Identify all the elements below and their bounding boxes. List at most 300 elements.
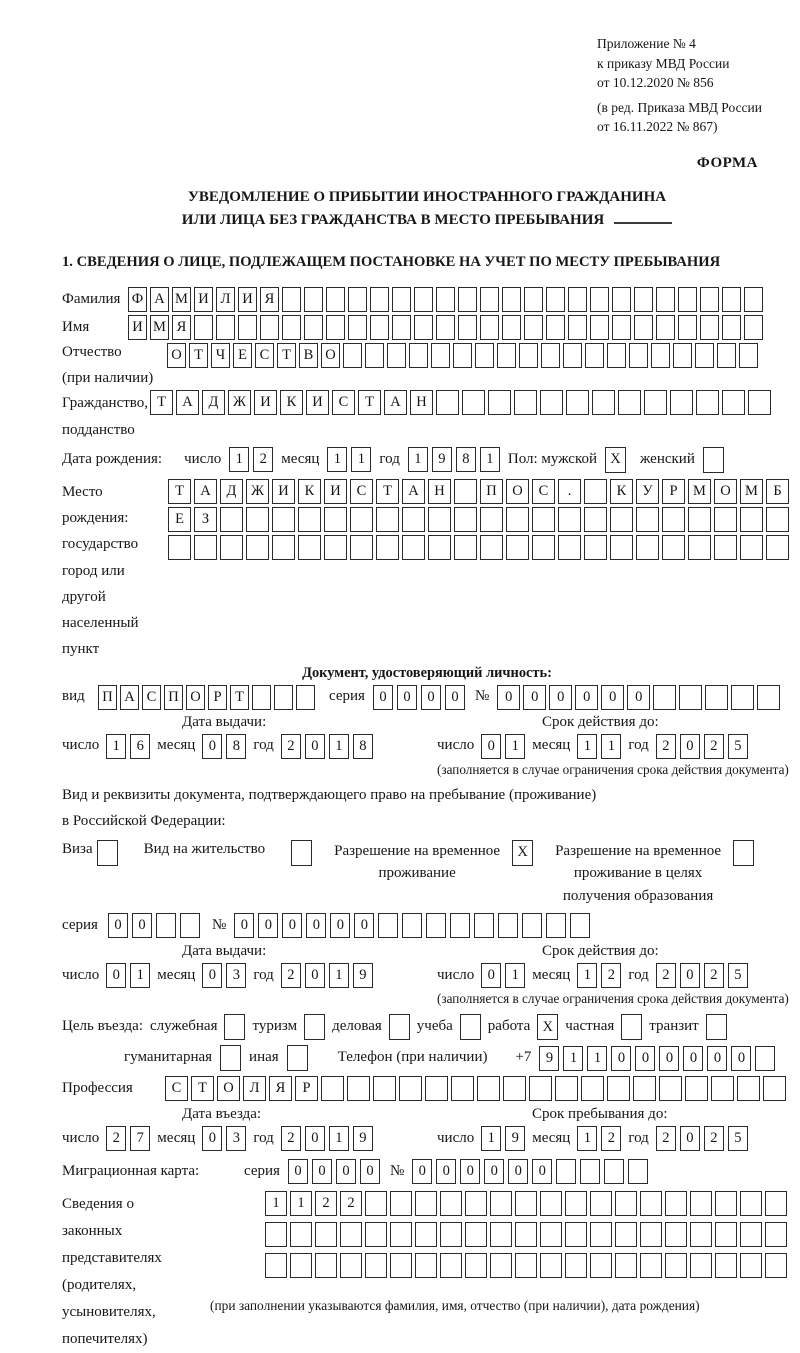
- char-cell[interactable]: [607, 343, 626, 368]
- char-cell[interactable]: 1: [130, 963, 150, 988]
- char-cell[interactable]: 0: [132, 913, 152, 938]
- char-cell[interactable]: К: [610, 479, 633, 504]
- char-cell[interactable]: [585, 343, 604, 368]
- char-cell[interactable]: [415, 1191, 437, 1216]
- char-cell[interactable]: [324, 507, 347, 532]
- char-cell[interactable]: [590, 287, 609, 312]
- char-cell[interactable]: 1: [577, 734, 597, 759]
- char-cell[interactable]: 9: [353, 1126, 373, 1151]
- char-cell[interactable]: [763, 1076, 786, 1101]
- char-cell[interactable]: [274, 685, 293, 710]
- char-cell[interactable]: [607, 1076, 630, 1101]
- char-cell[interactable]: [298, 535, 321, 560]
- char-cell[interactable]: [458, 287, 477, 312]
- char-cell[interactable]: [304, 287, 323, 312]
- char-cell[interactable]: С: [165, 1076, 188, 1101]
- char-cell[interactable]: [490, 1253, 512, 1278]
- char-cell[interactable]: [540, 390, 563, 415]
- purpose-study-checkbox[interactable]: [460, 1014, 481, 1040]
- purpose-private-checkbox[interactable]: [621, 1014, 642, 1040]
- char-cell[interactable]: 0: [306, 913, 326, 938]
- char-cell[interactable]: [739, 343, 758, 368]
- char-cell[interactable]: [440, 1222, 462, 1247]
- char-cell[interactable]: [462, 390, 485, 415]
- char-cell[interactable]: [415, 1222, 437, 1247]
- char-cell[interactable]: [653, 685, 676, 710]
- char-cell[interactable]: С: [255, 343, 274, 368]
- char-cell[interactable]: [428, 535, 451, 560]
- char-cell[interactable]: [436, 315, 455, 340]
- char-cell[interactable]: 1: [327, 447, 347, 472]
- char-cell[interactable]: [304, 315, 323, 340]
- char-cell[interactable]: [477, 1076, 500, 1101]
- char-cell[interactable]: 0: [312, 1159, 332, 1184]
- char-cell[interactable]: [440, 1253, 462, 1278]
- char-cell[interactable]: [415, 1253, 437, 1278]
- temp-residence-checkbox[interactable]: X: [512, 840, 533, 866]
- char-cell[interactable]: [365, 1222, 387, 1247]
- char-cell[interactable]: 2: [281, 963, 301, 988]
- char-cell[interactable]: П: [164, 685, 183, 710]
- char-cell[interactable]: [498, 913, 518, 938]
- char-cell[interactable]: С: [142, 685, 161, 710]
- char-cell[interactable]: 1: [505, 963, 525, 988]
- char-cell[interactable]: [540, 1191, 562, 1216]
- char-cell[interactable]: 0: [108, 913, 128, 938]
- char-cell[interactable]: 0: [234, 913, 254, 938]
- char-cell[interactable]: [673, 343, 692, 368]
- char-cell[interactable]: [731, 685, 754, 710]
- char-cell[interactable]: [715, 1253, 737, 1278]
- char-cell[interactable]: [532, 535, 555, 560]
- char-cell[interactable]: [315, 1222, 337, 1247]
- char-cell[interactable]: 0: [305, 1126, 325, 1151]
- char-cell[interactable]: Р: [662, 479, 685, 504]
- char-cell[interactable]: И: [306, 390, 329, 415]
- char-cell[interactable]: 0: [683, 1046, 703, 1071]
- char-cell[interactable]: [340, 1253, 362, 1278]
- char-cell[interactable]: [665, 1253, 687, 1278]
- char-cell[interactable]: М: [688, 479, 711, 504]
- char-cell[interactable]: 0: [460, 1159, 480, 1184]
- char-cell[interactable]: [566, 390, 589, 415]
- char-cell[interactable]: [324, 535, 347, 560]
- char-cell[interactable]: [220, 507, 243, 532]
- char-cell[interactable]: [480, 535, 503, 560]
- char-cell[interactable]: [722, 315, 741, 340]
- char-cell[interactable]: 1: [290, 1191, 312, 1216]
- char-cell[interactable]: [722, 390, 745, 415]
- char-cell[interactable]: [370, 315, 389, 340]
- char-cell[interactable]: [665, 1191, 687, 1216]
- char-cell[interactable]: [480, 315, 499, 340]
- char-cell[interactable]: [565, 1253, 587, 1278]
- char-cell[interactable]: [568, 287, 587, 312]
- char-cell[interactable]: [568, 315, 587, 340]
- char-cell[interactable]: Ч: [211, 343, 230, 368]
- char-cell[interactable]: [563, 343, 582, 368]
- char-cell[interactable]: О: [186, 685, 205, 710]
- char-cell[interactable]: Т: [358, 390, 381, 415]
- char-cell[interactable]: Т: [168, 479, 191, 504]
- char-cell[interactable]: [376, 507, 399, 532]
- char-cell[interactable]: 2: [106, 1126, 126, 1151]
- char-cell[interactable]: 0: [202, 734, 222, 759]
- char-cell[interactable]: [440, 1191, 462, 1216]
- char-cell[interactable]: [282, 287, 301, 312]
- char-cell[interactable]: О: [321, 343, 340, 368]
- char-cell[interactable]: 1: [329, 734, 349, 759]
- char-cell[interactable]: [350, 535, 373, 560]
- char-cell[interactable]: [390, 1191, 412, 1216]
- char-cell[interactable]: Р: [208, 685, 227, 710]
- char-cell[interactable]: [540, 1253, 562, 1278]
- char-cell[interactable]: И: [254, 390, 277, 415]
- char-cell[interactable]: [678, 287, 697, 312]
- char-cell[interactable]: [343, 343, 362, 368]
- char-cell[interactable]: [744, 315, 763, 340]
- char-cell[interactable]: 6: [130, 734, 150, 759]
- char-cell[interactable]: А: [120, 685, 139, 710]
- char-cell[interactable]: [532, 507, 555, 532]
- char-cell[interactable]: [431, 343, 450, 368]
- char-cell[interactable]: А: [402, 479, 425, 504]
- char-cell[interactable]: 1: [601, 734, 621, 759]
- char-cell[interactable]: [488, 390, 511, 415]
- char-cell[interactable]: [644, 390, 667, 415]
- char-cell[interactable]: [378, 913, 398, 938]
- char-cell[interactable]: [714, 507, 737, 532]
- char-cell[interactable]: 2: [704, 1126, 724, 1151]
- char-cell[interactable]: С: [532, 479, 555, 504]
- char-cell[interactable]: [665, 1222, 687, 1247]
- char-cell[interactable]: [590, 1191, 612, 1216]
- char-cell[interactable]: 2: [315, 1191, 337, 1216]
- char-cell[interactable]: [584, 479, 607, 504]
- char-cell[interactable]: И: [324, 479, 347, 504]
- char-cell[interactable]: 2: [281, 734, 301, 759]
- char-cell[interactable]: 5: [728, 1126, 748, 1151]
- char-cell[interactable]: [555, 1076, 578, 1101]
- char-cell[interactable]: [497, 343, 516, 368]
- char-cell[interactable]: 2: [253, 447, 273, 472]
- char-cell[interactable]: [688, 535, 711, 560]
- char-cell[interactable]: .: [558, 479, 581, 504]
- char-cell[interactable]: [180, 913, 200, 938]
- char-cell[interactable]: [465, 1191, 487, 1216]
- char-cell[interactable]: [690, 1222, 712, 1247]
- char-cell[interactable]: 0: [360, 1159, 380, 1184]
- char-cell[interactable]: [737, 1076, 760, 1101]
- char-cell[interactable]: [350, 507, 373, 532]
- char-cell[interactable]: [373, 1076, 396, 1101]
- char-cell[interactable]: [238, 315, 257, 340]
- char-cell[interactable]: 0: [373, 685, 393, 710]
- char-cell[interactable]: И: [238, 287, 257, 312]
- char-cell[interactable]: [194, 535, 217, 560]
- char-cell[interactable]: П: [98, 685, 117, 710]
- char-cell[interactable]: 9: [539, 1046, 559, 1071]
- char-cell[interactable]: [454, 479, 477, 504]
- char-cell[interactable]: [640, 1253, 662, 1278]
- char-cell[interactable]: [546, 287, 565, 312]
- char-cell[interactable]: 9: [353, 963, 373, 988]
- char-cell[interactable]: [633, 1076, 656, 1101]
- char-cell[interactable]: [326, 315, 345, 340]
- char-cell[interactable]: [529, 1076, 552, 1101]
- char-cell[interactable]: [454, 507, 477, 532]
- char-cell[interactable]: [252, 685, 271, 710]
- char-cell[interactable]: Т: [376, 479, 399, 504]
- char-cell[interactable]: 0: [288, 1159, 308, 1184]
- char-cell[interactable]: 0: [532, 1159, 552, 1184]
- char-cell[interactable]: [615, 1191, 637, 1216]
- char-cell[interactable]: [290, 1253, 312, 1278]
- purpose-work-checkbox[interactable]: X: [537, 1014, 558, 1040]
- char-cell[interactable]: [757, 685, 780, 710]
- char-cell[interactable]: У: [636, 479, 659, 504]
- char-cell[interactable]: И: [272, 479, 295, 504]
- char-cell[interactable]: [265, 1253, 287, 1278]
- char-cell[interactable]: [365, 343, 384, 368]
- char-cell[interactable]: А: [194, 479, 217, 504]
- char-cell[interactable]: [618, 390, 641, 415]
- char-cell[interactable]: [402, 507, 425, 532]
- purpose-business-checkbox[interactable]: [389, 1014, 410, 1040]
- char-cell[interactable]: [640, 1222, 662, 1247]
- char-cell[interactable]: [765, 1191, 787, 1216]
- char-cell[interactable]: Р: [295, 1076, 318, 1101]
- char-cell[interactable]: [348, 287, 367, 312]
- char-cell[interactable]: [156, 913, 176, 938]
- char-cell[interactable]: 3: [226, 963, 246, 988]
- char-cell[interactable]: [640, 1191, 662, 1216]
- char-cell[interactable]: 2: [656, 1126, 676, 1151]
- char-cell[interactable]: 0: [282, 913, 302, 938]
- char-cell[interactable]: [656, 315, 675, 340]
- char-cell[interactable]: [524, 315, 543, 340]
- char-cell[interactable]: [425, 1076, 448, 1101]
- char-cell[interactable]: [282, 315, 301, 340]
- char-cell[interactable]: 0: [106, 963, 126, 988]
- char-cell[interactable]: [272, 507, 295, 532]
- char-cell[interactable]: 0: [680, 963, 700, 988]
- char-cell[interactable]: С: [332, 390, 355, 415]
- char-cell[interactable]: [570, 913, 590, 938]
- char-cell[interactable]: 0: [481, 734, 501, 759]
- char-cell[interactable]: [514, 390, 537, 415]
- char-cell[interactable]: [490, 1222, 512, 1247]
- char-cell[interactable]: Т: [230, 685, 249, 710]
- char-cell[interactable]: [755, 1046, 775, 1071]
- char-cell[interactable]: М: [740, 479, 763, 504]
- char-cell[interactable]: Ж: [228, 390, 251, 415]
- char-cell[interactable]: [402, 535, 425, 560]
- char-cell[interactable]: 1: [587, 1046, 607, 1071]
- char-cell[interactable]: [426, 913, 446, 938]
- char-cell[interactable]: [590, 1222, 612, 1247]
- char-cell[interactable]: [370, 287, 389, 312]
- char-cell[interactable]: [612, 315, 631, 340]
- char-cell[interactable]: [581, 1076, 604, 1101]
- char-cell[interactable]: [540, 1222, 562, 1247]
- char-cell[interactable]: [480, 287, 499, 312]
- char-cell[interactable]: 2: [601, 1126, 621, 1151]
- char-cell[interactable]: [414, 287, 433, 312]
- char-cell[interactable]: 1: [577, 963, 597, 988]
- char-cell[interactable]: [584, 507, 607, 532]
- char-cell[interactable]: 0: [575, 685, 598, 710]
- char-cell[interactable]: [679, 685, 702, 710]
- char-cell[interactable]: Н: [428, 479, 451, 504]
- char-cell[interactable]: [326, 287, 345, 312]
- char-cell[interactable]: [399, 1076, 422, 1101]
- char-cell[interactable]: Б: [766, 479, 789, 504]
- char-cell[interactable]: Т: [150, 390, 173, 415]
- char-cell[interactable]: 0: [549, 685, 572, 710]
- char-cell[interactable]: 2: [281, 1126, 301, 1151]
- char-cell[interactable]: Т: [277, 343, 296, 368]
- char-cell[interactable]: [450, 913, 470, 938]
- char-cell[interactable]: Д: [220, 479, 243, 504]
- char-cell[interactable]: Е: [233, 343, 252, 368]
- char-cell[interactable]: [453, 343, 472, 368]
- char-cell[interactable]: Т: [189, 343, 208, 368]
- temp-residence-edu-checkbox[interactable]: [733, 840, 754, 866]
- char-cell[interactable]: [748, 390, 771, 415]
- visa-checkbox[interactable]: [97, 840, 118, 866]
- char-cell[interactable]: 0: [731, 1046, 751, 1071]
- char-cell[interactable]: [515, 1222, 537, 1247]
- char-cell[interactable]: [387, 343, 406, 368]
- char-cell[interactable]: [722, 287, 741, 312]
- char-cell[interactable]: [506, 507, 529, 532]
- char-cell[interactable]: [315, 1253, 337, 1278]
- char-cell[interactable]: [347, 1076, 370, 1101]
- char-cell[interactable]: Я: [260, 287, 279, 312]
- char-cell[interactable]: [246, 535, 269, 560]
- char-cell[interactable]: [610, 535, 633, 560]
- char-cell[interactable]: 1: [577, 1126, 597, 1151]
- char-cell[interactable]: Л: [216, 287, 235, 312]
- char-cell[interactable]: [690, 1253, 712, 1278]
- char-cell[interactable]: [465, 1253, 487, 1278]
- char-cell[interactable]: [766, 507, 789, 532]
- char-cell[interactable]: [194, 315, 213, 340]
- char-cell[interactable]: О: [217, 1076, 240, 1101]
- char-cell[interactable]: [688, 507, 711, 532]
- char-cell[interactable]: 0: [202, 963, 222, 988]
- char-cell[interactable]: [662, 535, 685, 560]
- char-cell[interactable]: [502, 287, 521, 312]
- char-cell[interactable]: 0: [497, 685, 520, 710]
- char-cell[interactable]: [711, 1076, 734, 1101]
- char-cell[interactable]: [506, 535, 529, 560]
- char-cell[interactable]: [541, 343, 560, 368]
- char-cell[interactable]: [220, 535, 243, 560]
- char-cell[interactable]: [454, 535, 477, 560]
- char-cell[interactable]: Н: [410, 390, 433, 415]
- char-cell[interactable]: [740, 535, 763, 560]
- char-cell[interactable]: [615, 1222, 637, 1247]
- sex-female-checkbox[interactable]: [703, 447, 724, 473]
- char-cell[interactable]: [340, 1222, 362, 1247]
- char-cell[interactable]: А: [150, 287, 169, 312]
- char-cell[interactable]: 2: [656, 734, 676, 759]
- char-cell[interactable]: [546, 315, 565, 340]
- char-cell[interactable]: 0: [484, 1159, 504, 1184]
- char-cell[interactable]: 0: [202, 1126, 222, 1151]
- char-cell[interactable]: 8: [456, 447, 476, 472]
- char-cell[interactable]: [700, 315, 719, 340]
- char-cell[interactable]: 0: [397, 685, 417, 710]
- char-cell[interactable]: 1: [481, 1126, 501, 1151]
- char-cell[interactable]: [651, 343, 670, 368]
- char-cell[interactable]: [659, 1076, 682, 1101]
- char-cell[interactable]: Я: [269, 1076, 292, 1101]
- char-cell[interactable]: [390, 1253, 412, 1278]
- char-cell[interactable]: 1: [329, 1126, 349, 1151]
- char-cell[interactable]: Я: [172, 315, 191, 340]
- char-cell[interactable]: [740, 507, 763, 532]
- char-cell[interactable]: 0: [508, 1159, 528, 1184]
- char-cell[interactable]: Т: [191, 1076, 214, 1101]
- char-cell[interactable]: [636, 535, 659, 560]
- char-cell[interactable]: [685, 1076, 708, 1101]
- char-cell[interactable]: К: [280, 390, 303, 415]
- char-cell[interactable]: [402, 913, 422, 938]
- char-cell[interactable]: [740, 1191, 762, 1216]
- char-cell[interactable]: [465, 1222, 487, 1247]
- char-cell[interactable]: [634, 287, 653, 312]
- char-cell[interactable]: [546, 913, 566, 938]
- char-cell[interactable]: А: [384, 390, 407, 415]
- char-cell[interactable]: 0: [305, 963, 325, 988]
- char-cell[interactable]: [629, 343, 648, 368]
- char-cell[interactable]: [717, 343, 736, 368]
- char-cell[interactable]: 2: [704, 963, 724, 988]
- char-cell[interactable]: [558, 507, 581, 532]
- char-cell[interactable]: [670, 390, 693, 415]
- char-cell[interactable]: 0: [258, 913, 278, 938]
- char-cell[interactable]: [436, 390, 459, 415]
- char-cell[interactable]: А: [176, 390, 199, 415]
- char-cell[interactable]: [690, 1191, 712, 1216]
- char-cell[interactable]: С: [350, 479, 373, 504]
- char-cell[interactable]: Е: [168, 507, 191, 532]
- char-cell[interactable]: [515, 1191, 537, 1216]
- sex-male-checkbox[interactable]: X: [605, 447, 626, 473]
- char-cell[interactable]: 0: [354, 913, 374, 938]
- char-cell[interactable]: И: [128, 315, 147, 340]
- char-cell[interactable]: 0: [707, 1046, 727, 1071]
- char-cell[interactable]: [610, 507, 633, 532]
- purpose-tourism-checkbox[interactable]: [304, 1014, 325, 1040]
- char-cell[interactable]: И: [194, 287, 213, 312]
- char-cell[interactable]: 8: [353, 734, 373, 759]
- char-cell[interactable]: [612, 287, 631, 312]
- char-cell[interactable]: 9: [505, 1126, 525, 1151]
- char-cell[interactable]: [348, 315, 367, 340]
- char-cell[interactable]: 8: [226, 734, 246, 759]
- char-cell[interactable]: [246, 507, 269, 532]
- char-cell[interactable]: [474, 913, 494, 938]
- char-cell[interactable]: 1: [106, 734, 126, 759]
- char-cell[interactable]: 0: [336, 1159, 356, 1184]
- char-cell[interactable]: 1: [505, 734, 525, 759]
- char-cell[interactable]: [636, 507, 659, 532]
- char-cell[interactable]: 0: [611, 1046, 631, 1071]
